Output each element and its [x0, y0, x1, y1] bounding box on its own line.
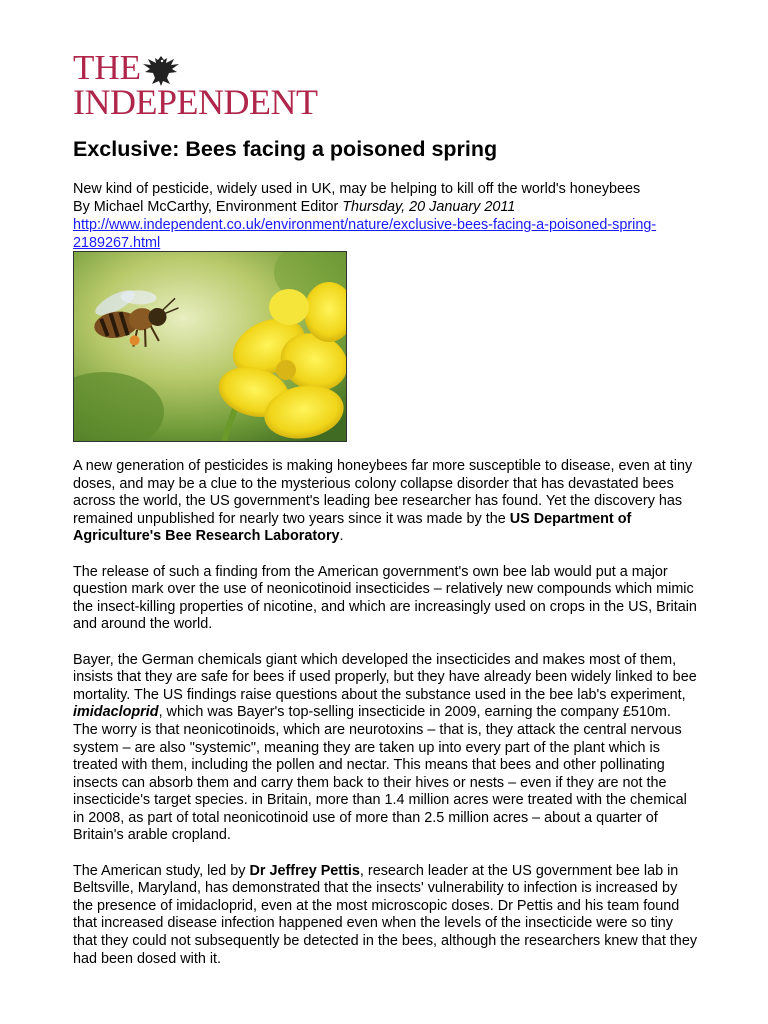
masthead-line-2: INDEPENDENT [73, 82, 318, 122]
researcher-name: Dr Jeffrey Pettis [249, 862, 360, 879]
paragraph-4 [73, 863, 698, 969]
headline: Exclusive: Bees facing a poisoned spring [73, 137, 498, 161]
article-meta [73, 180, 703, 252]
masthead-logo[interactable] [73, 48, 323, 122]
masthead-line-1: THE [73, 48, 142, 87]
usda-bee-lab-name: US Department of Agriculture's Bee Research Laboratory [73, 510, 632, 545]
paragraph-3-text: Bayer, the German chemicals giant which developed the insecticides and makes most of them, insists that they are safe for bees if used properly, but they have already been widely linked to bee mortality. The US findings raise questions about the substance used in the bee lab's experiment, [73, 651, 697, 703]
byline: By Michael McCarthy, Environment Editor [73, 199, 339, 215]
paragraph-3-end: , which was Bayer's top-selling insecticide in 2009, earning the company £510m. The worry is that neonicotinoids, which are neurotoxins – that is, they attack the central nervous system – are also "systemic", meaning they are taken up into every part of the plant which is treated with them, including the pollen and nectar. This means that bees and other pollinating insects can absorb them and carry them back to their hives or nests – even if they are not the insecticide's target species. in Britain, more than 1.4 million acres were treated with the chemical in 2008, as part of total neonicotinoid use of more than 2.5 million acres – about a quarter of Britain's arable cropland. [73, 704, 687, 844]
article-page [73, 48, 698, 967]
article-body [73, 458, 698, 986]
paragraph-1 [73, 458, 698, 546]
bee-and-yellow-flower-photo [73, 251, 347, 442]
paragraph-4-end: , research leader at the US government bee lab in Beltsville, Maryland, has demonstrated that the insects' vulnerability to infection is increased by the presence of imidacloprid, even at the most microscopic doses. Dr Pettis and his team found that increased disease infection happened even when the levels of the insecticide were so tiny that they could not subsequently be detected in the bees, although the researchers knew that they had been dosed with it. [73, 862, 698, 967]
publish-date: Thursday, 20 January 2011 [342, 199, 516, 215]
paragraph-4-start: The American study, led by [73, 862, 250, 879]
imidacloprid-term: imidacloprid [73, 704, 159, 721]
byline-row [73, 198, 703, 216]
paragraph-1-end: . [339, 528, 344, 545]
paragraph-2: The release of such a finding from the American government's own bee lab would put a major question mark over the use of neonicotinoid insecticides – relatively new compounds which mimic the insect-killing properties of nicotine, and which are increasingly used on crops in the US, Britain and around the world. [73, 563, 697, 633]
photo-illustration [74, 252, 346, 441]
paragraph-1-text: A new generation of pesticides is making honeybees far more susceptible to disease, even at tiny doses, and may be a clue to the mysterious colony collapse disorder that has devastated bees across the world, the US government's leading bee researcher has found. Yet the discovery has remained unpublished for nearly two years since it was made by the [73, 458, 693, 527]
standfirst: New kind of pesticide, widely used in UK, may be helping to kill off the world's honeybees [73, 181, 641, 197]
article-url-link[interactable]: http://www.independent.co.uk/environment/nature/exclusive-bees-facing-a-poisoned-spring-2189267.html [73, 217, 657, 251]
paragraph-3 [73, 652, 698, 846]
